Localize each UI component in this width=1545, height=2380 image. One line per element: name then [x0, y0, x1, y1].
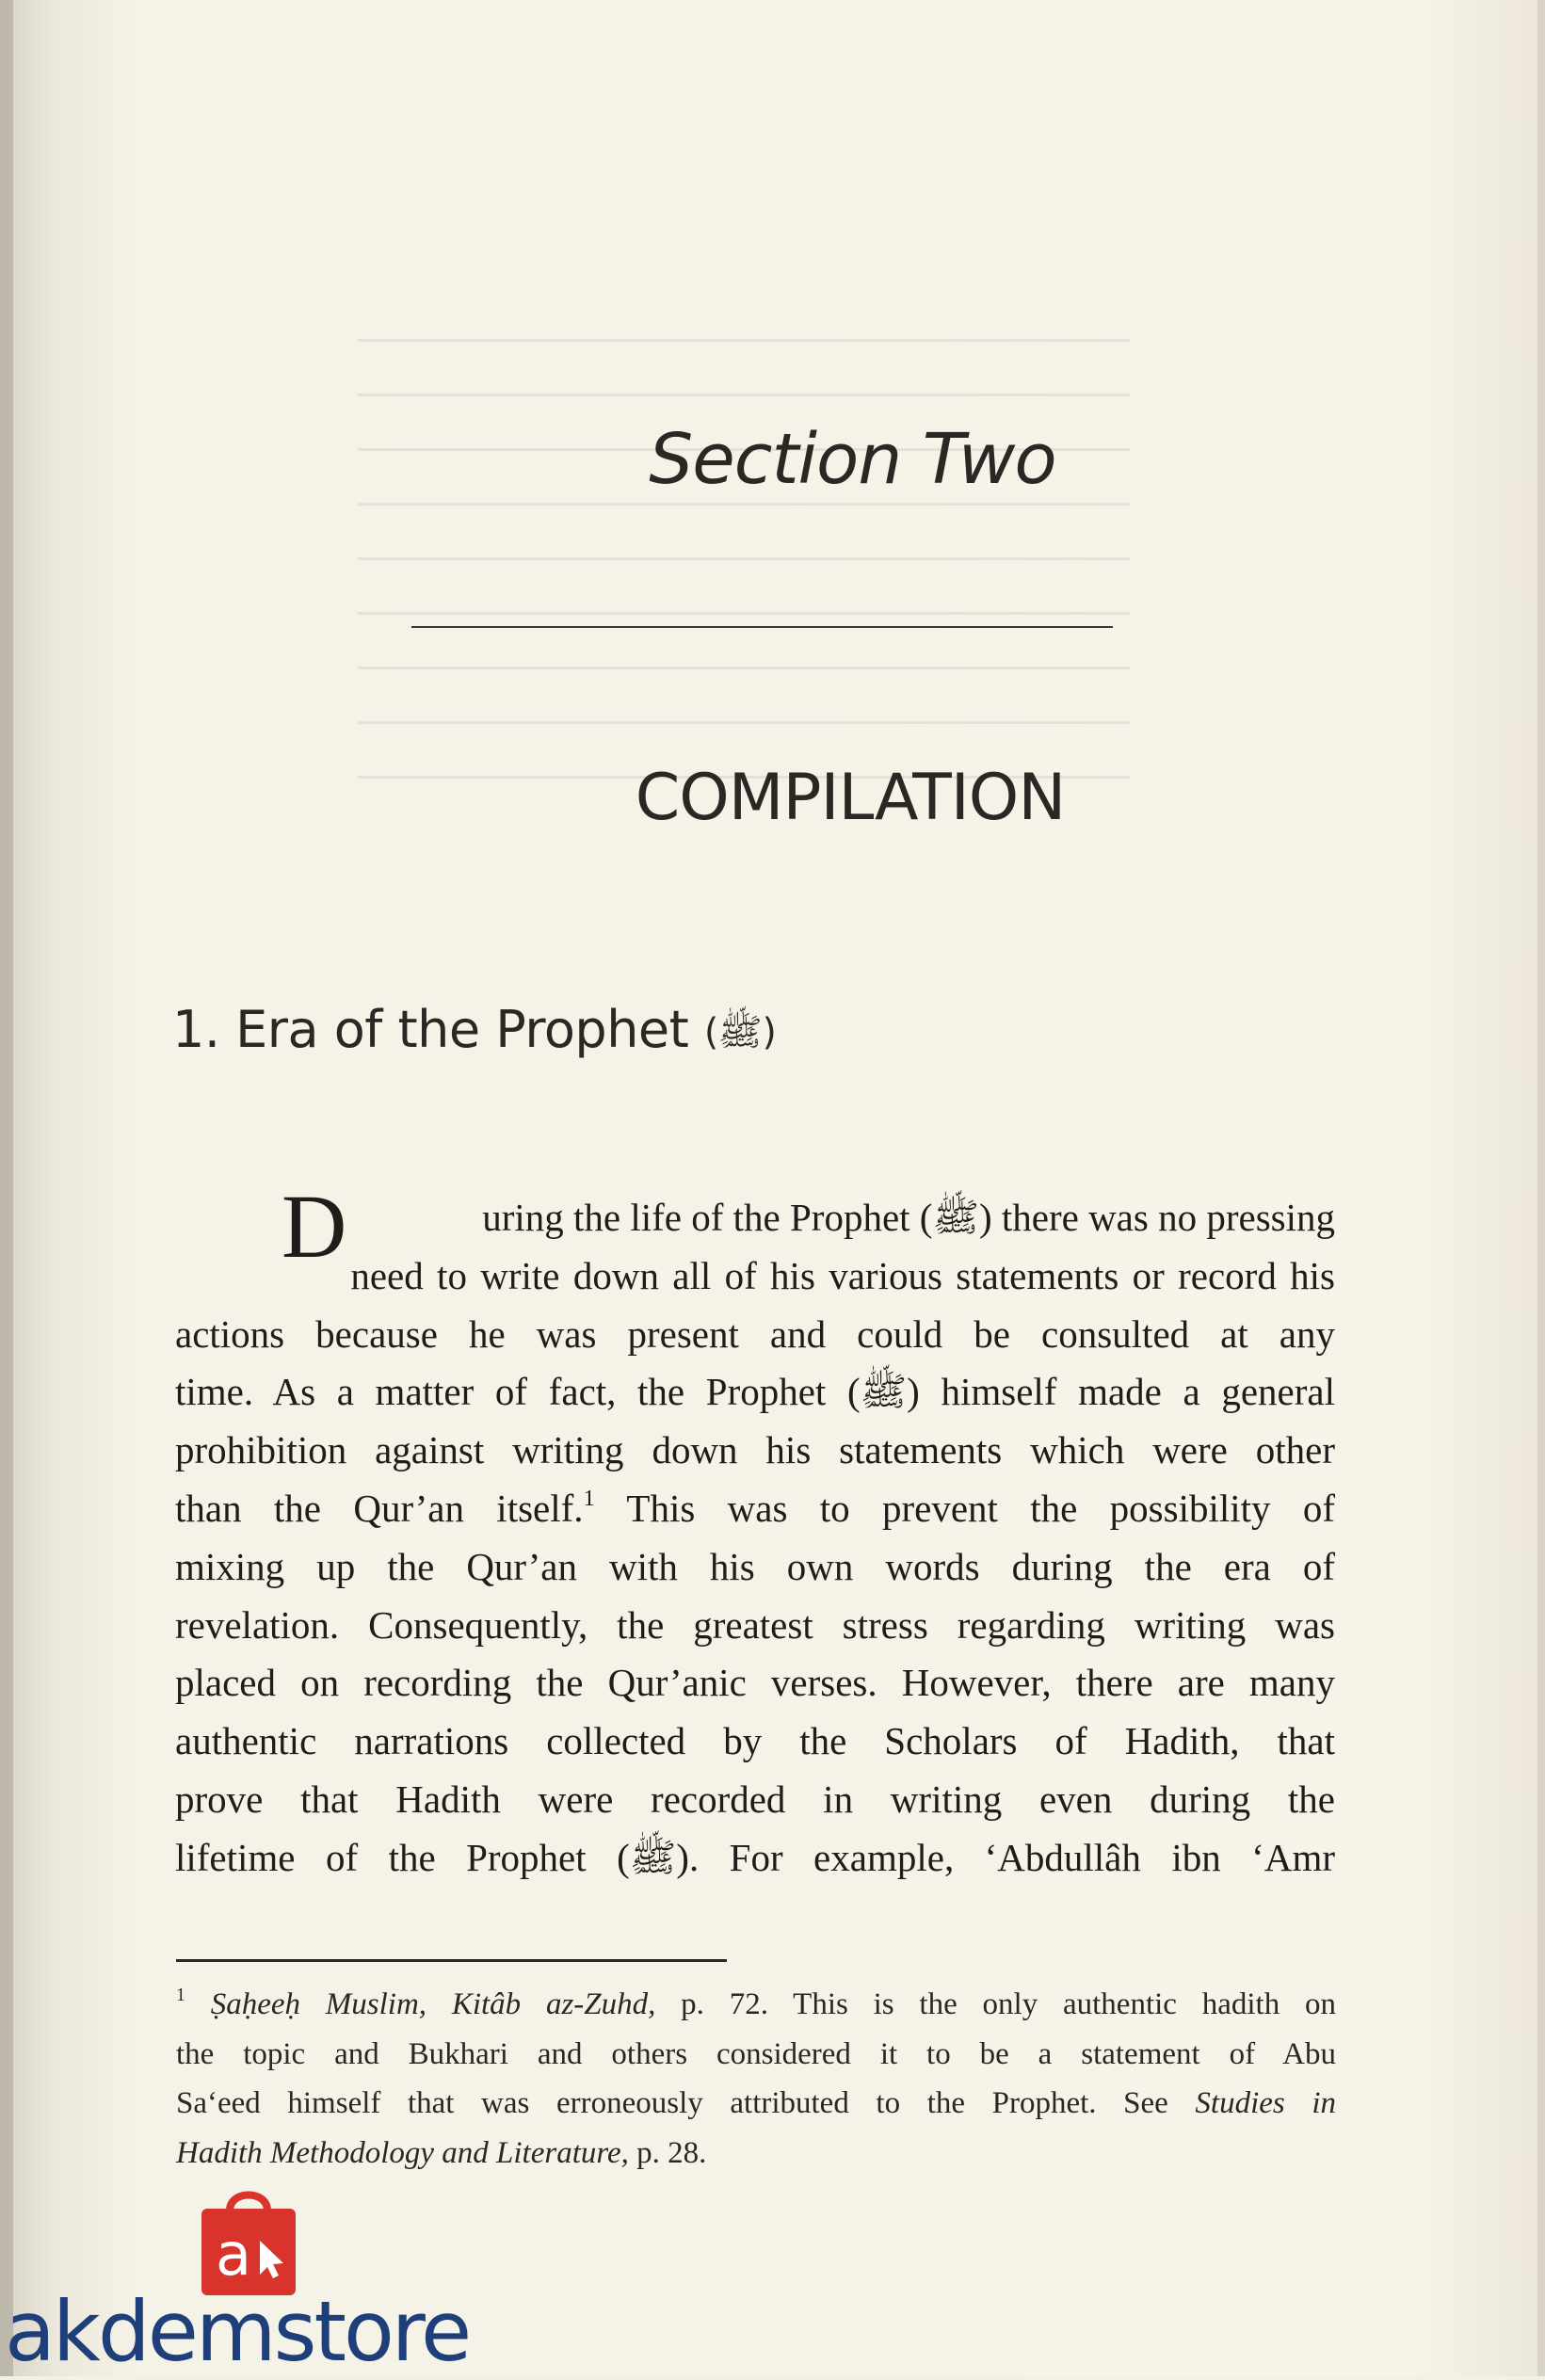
footnote: [176, 1980, 1336, 2178]
body-line: time. As a matter of fact, the Prophet (ﷺ) himself made a general: [175, 1370, 1335, 1414]
body-line: need to write down all of his various statements or record his: [350, 1253, 1335, 1297]
body-line: actions because he was present and could be consulted at any: [175, 1311, 1335, 1356]
body-line: revelation. Consequently, the greatest stress regarding writing was: [175, 1602, 1335, 1647]
watermark-logo: akdemstore: [5, 2283, 470, 2380]
body-line: than the Qur’an itself.$^1$ This was to prevent the possibility of: [175, 1485, 1336, 1530]
footnote-line: the topic and Bukhari and others considered it to be a statement of Abu: [176, 2036, 1336, 2071]
honorific-glyph: (ﷺ): [704, 1011, 777, 1054]
page-gutter-shadow: [0, 0, 13, 2376]
body-line: D uring the life of the Prophet (ﷺ) there was no pressing: [282, 1176, 1335, 1277]
body-line: prohibition against writing down his statements which were other: [175, 1428, 1335, 1472]
body-line: placed on recording the Qur’anic verses. However, there are many: [175, 1661, 1335, 1705]
bag-letter: a: [216, 2220, 251, 2289]
chapter-title: COMPILATION: [635, 761, 1066, 835]
footnote-line: Sa‘eed himself that was erroneously attributed to the Prophet. See Studies in: [176, 2086, 1336, 2120]
section-heading: [172, 1000, 776, 1064]
footnote-line: $^1$ Ṣaḥeeḥ Muslim, Kitâb az-Zuhd, p. 72. This is the only authentic hadith on: [176, 1985, 1337, 2021]
title-divider: [411, 626, 1113, 628]
shopping-bag-logo-icon: [198, 2182, 299, 2297]
body-line: authentic narrations collected by the Scholars of Hadith, that: [175, 1719, 1335, 1763]
body-line: mixing up the Qur’an with his own words during the era of: [175, 1544, 1335, 1588]
footnote-source: Ṣaḥeeḥ Muslim, Kitâb az-Zuhd,: [210, 1987, 656, 2021]
show-through-text: [358, 339, 1130, 828]
drop-cap: D: [282, 1176, 347, 1277]
body-paragraph: [175, 1176, 1336, 1888]
body-line: prove that Hadith were recorded in writing even during the: [175, 1777, 1335, 1821]
footnote-reference[interactable]: 1: [583, 1485, 595, 1511]
page-edge: [1537, 0, 1545, 2376]
footnote-marker: 1: [176, 1985, 185, 2006]
section-label: Section Two: [649, 419, 1056, 500]
body-line: lifetime of the Prophet (ﷺ). For example, ‘Abdullâh ibn ‘Amr: [175, 1835, 1335, 1879]
footnote-divider: [176, 1959, 727, 1962]
footnote-line: Hadith Methodology and Literature, p. 28.: [176, 2135, 707, 2170]
heading-text: 1. Era of the Prophet: [172, 1000, 689, 1059]
